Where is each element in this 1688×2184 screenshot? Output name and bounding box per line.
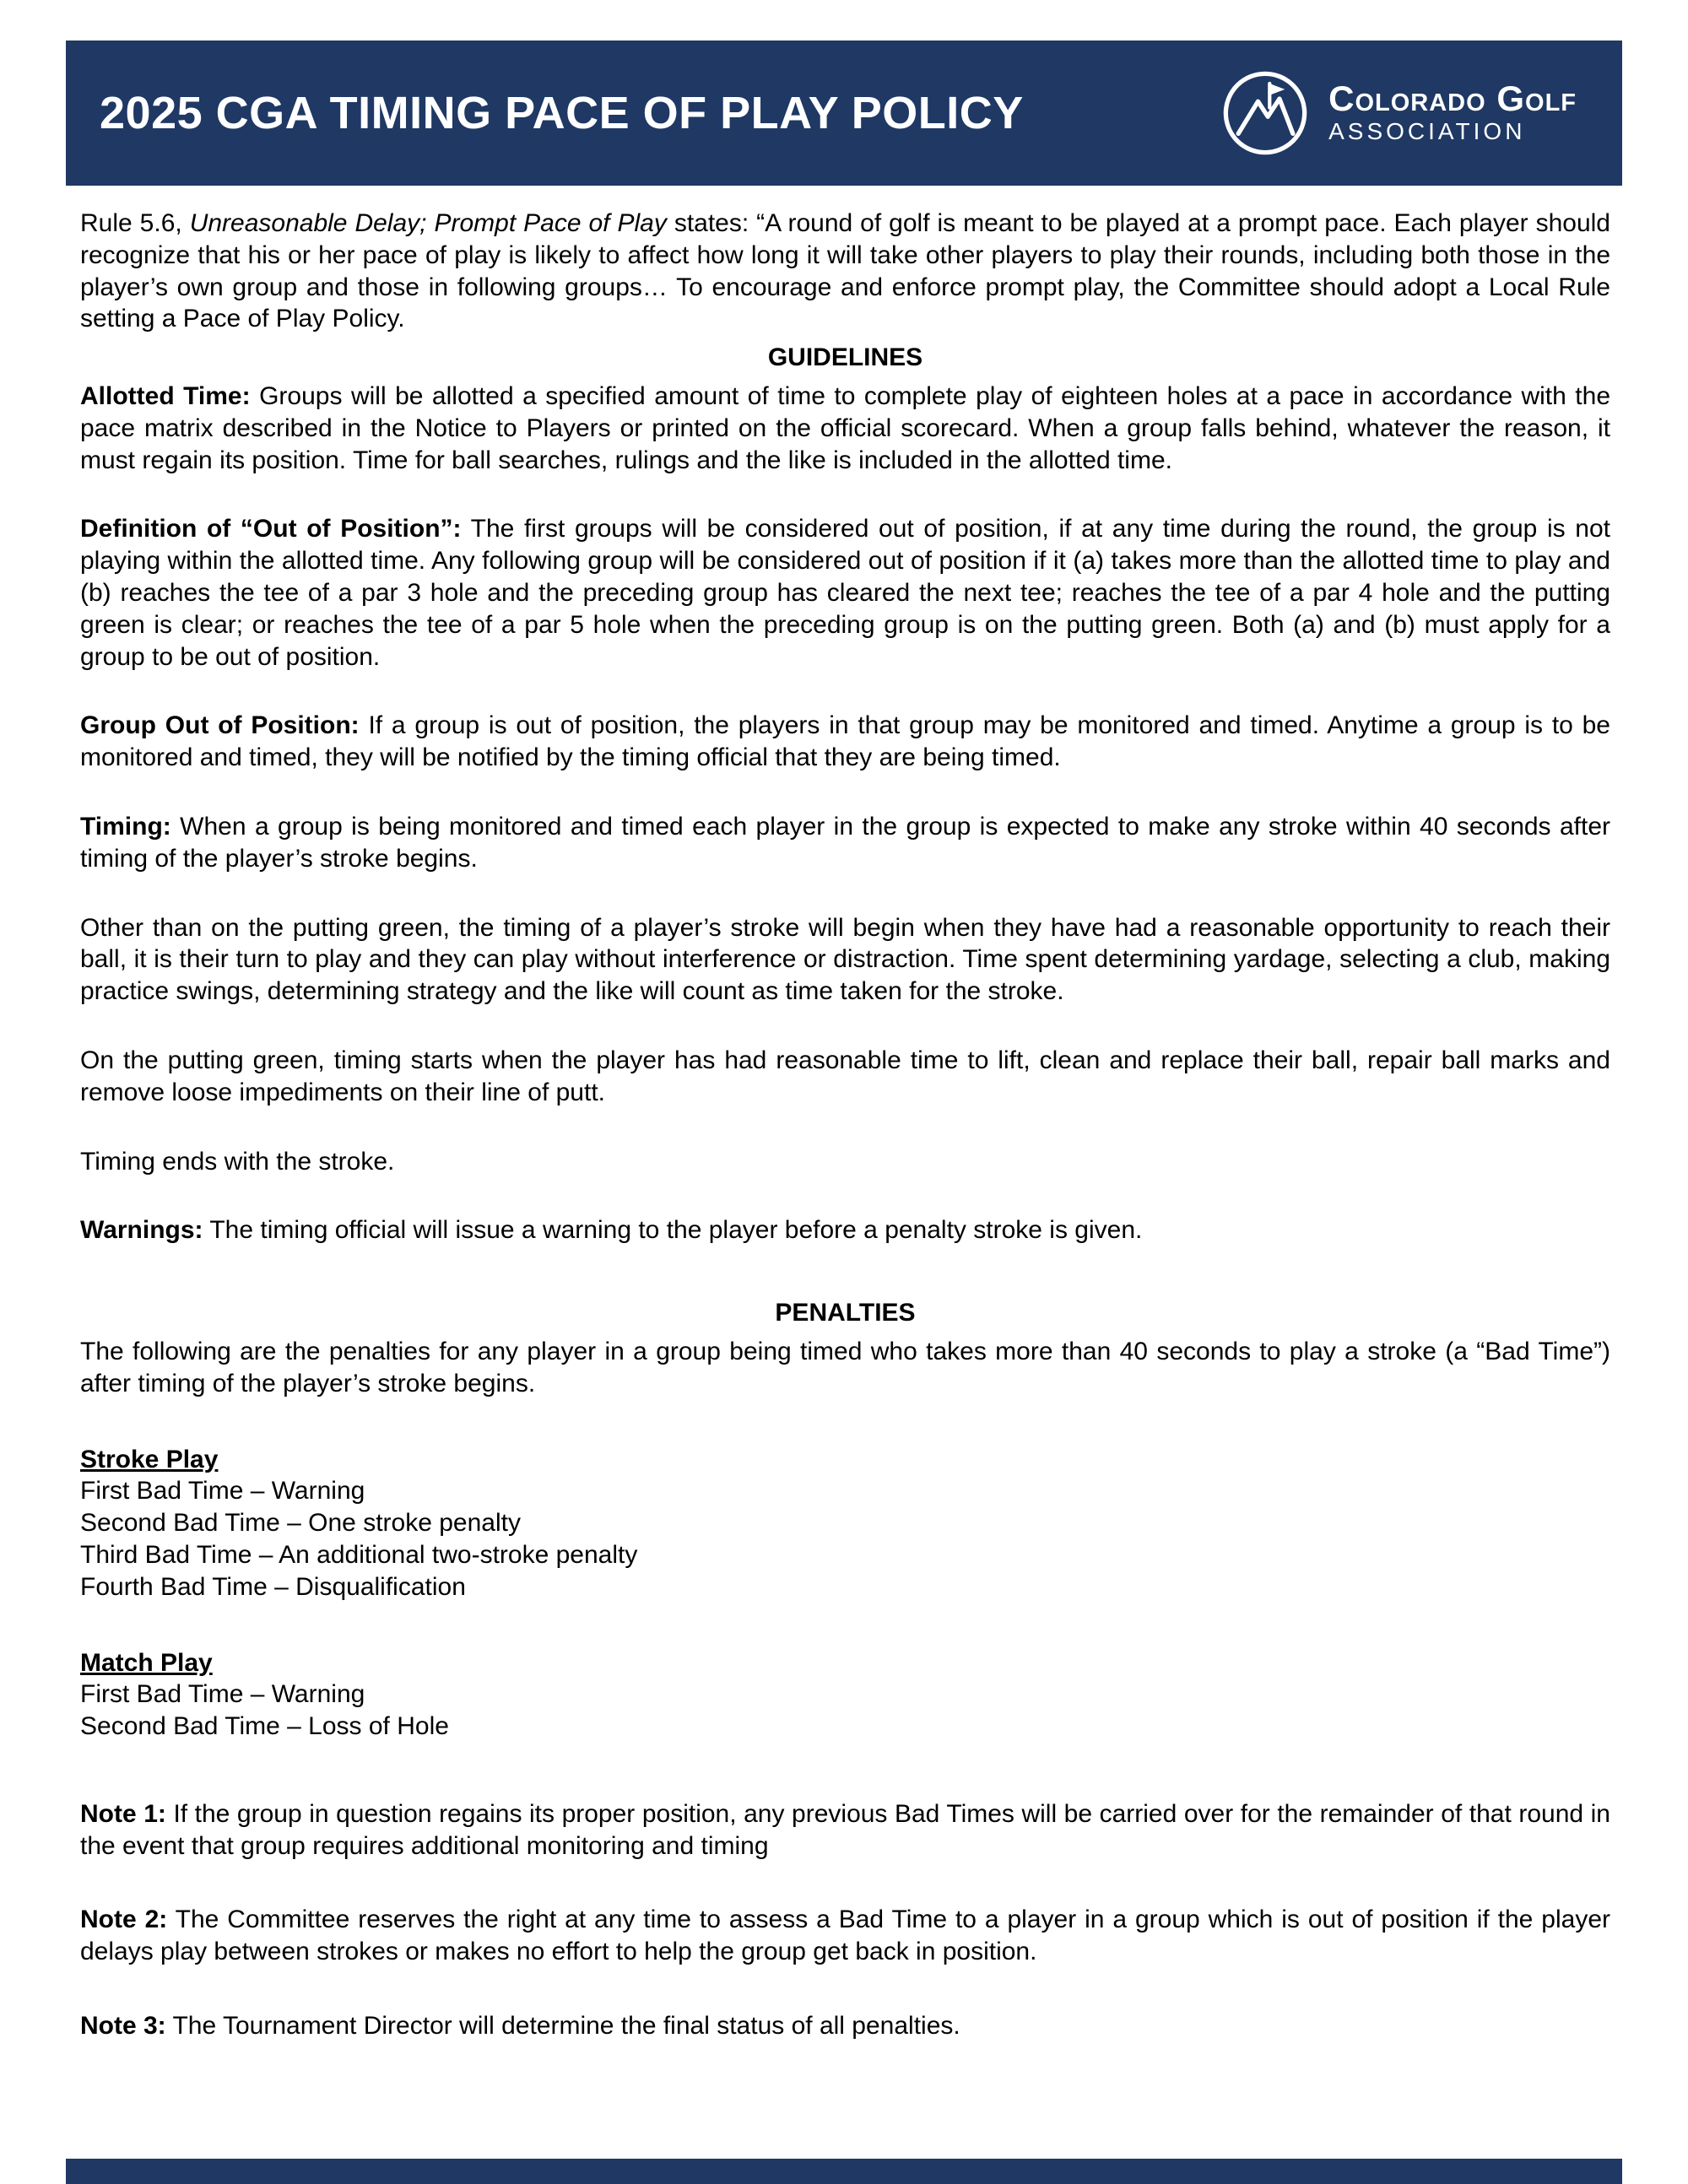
timing-other-paragraph: Other than on the putting green, the timing of a player’s stroke will begin when they have had a reasonable opportunity to reach their ball, it is their turn to play and they can play without interference or distraction. Time spent determining yardage, selecting a club, making practice swings, determining strategy and the like will count as time taken for the stroke.	[80, 913, 1610, 1006]
stroke-play-heading: Stroke Play	[80, 1445, 219, 1473]
note-1-paragraph	[80, 1798, 1610, 1862]
group-out-of-position-text: If a group is out of position, the players in that group may be monitored and timed. Anytime a group is to be monitored and timed, they will be notified by the timing official that they are being timed.	[80, 711, 1610, 772]
note-2-label: Note 2:	[80, 1906, 168, 1934]
group-out-of-position-label: Group Out of Position:	[80, 711, 360, 740]
cga-logo	[1220, 68, 1577, 158]
stroke-play-item-1: First Bad Time – Warning	[80, 1477, 365, 1506]
warnings-label: Warnings:	[80, 1216, 203, 1245]
note-1-label: Note 1:	[80, 1799, 166, 1828]
out-of-position-label: Definition of “Out of Position”:	[80, 515, 462, 543]
intro-lead: Rule 5.6,	[80, 209, 190, 237]
stroke-play-section	[80, 1444, 1610, 1603]
document-title: 2025 CGA TIMING PACE OF PLAY POLICY	[100, 88, 1024, 138]
group-out-of-position-paragraph	[80, 710, 1610, 774]
cga-logo-text	[1328, 80, 1577, 146]
note-2-paragraph	[80, 1904, 1610, 1968]
match-play-section	[80, 1647, 1610, 1743]
out-of-position-text: The first groups will be considered out of position, if at any time during the round, the group is not playing within the allotted time. Any following group will be considered out of position if it (a) takes more than the allotted time to play and (b) reaches the tee of a par 3 hole and the preceding group has cleared the next tee; reaches the tee of a par 4 hole and the putting green is clear; or reaches the tee of a par 5 hole when the preceding group is on the putting green. Both (a) and (b) must apply for a group to be out of position.	[80, 515, 1610, 671]
match-play-item-2: Second Bad Time – Loss of Hole	[80, 1712, 449, 1741]
footer-bar	[66, 2159, 1622, 2184]
stroke-play-item-2: Second Bad Time – One stroke penalty	[80, 1509, 521, 1538]
timing-paragraph	[80, 811, 1610, 875]
intro-rest: states: “A round of golf is meant to be played at a prompt pace. Each player should recognize that his or her pace of play is likely to affect how long it will take other players to play their rounds, including both those in the player’s own group and those in following groups… To encourage and enforce prompt play, the Committee should adopt a Local Rule setting a Pace of Play Policy.	[80, 209, 1610, 333]
stroke-play-item-4: Fourth Bad Time – Disqualification	[80, 1572, 466, 1601]
intro-paragraph	[80, 208, 1610, 335]
logo-org-subtitle: ASSOCIATION	[1328, 118, 1526, 145]
allotted-time-text: Groups will be allotted a specified amount of time to complete play of eighteen holes at a pace in accordance with the pace matrix described in the Notice to Players or printed on the official scorecard. When a group falls behind, whatever the reason, it must regain its position. Time for ball searches, rulings and the like is included in the allotted time.	[80, 381, 1610, 474]
allotted-time-label: Allotted Time:	[80, 381, 251, 410]
rule-title-italic: Unreasonable Delay; Prompt Pace of Play	[189, 209, 667, 237]
document-body	[80, 208, 1610, 2150]
timing-text: When a group is being monitored and timed each player in the group is expected to make any stroke within 40 seconds after timing of the player’s stroke begins.	[80, 812, 1610, 873]
note-3-paragraph	[80, 2010, 1610, 2042]
match-play-item-1: First Bad Time – Warning	[80, 1680, 365, 1709]
match-play-heading: Match Play	[80, 1648, 213, 1677]
warnings-text: The timing official will issue a warning to the player before a penalty stroke is given.	[203, 1216, 1143, 1245]
timing-green-paragraph: On the putting green, timing starts when the player has had reasonable time to lift, clean and replace their ball, repair ball marks and remove loose impediments on their line of putt.	[80, 1046, 1610, 1106]
cga-mountain-golf-icon	[1220, 68, 1310, 158]
penalties-intro-paragraph: The following are the penalties for any player in a group being timed who takes more than 40 seconds to play a stroke (a “Bad Time”) after timing of the player’s stroke begins.	[80, 1337, 1610, 1397]
timing-ends-paragraph: Timing ends with the stroke.	[80, 1147, 395, 1176]
guidelines-heading: GUIDELINES	[767, 343, 923, 372]
penalties-heading: PENALTIES	[775, 1299, 916, 1327]
header-banner	[66, 41, 1622, 186]
out-of-position-paragraph	[80, 513, 1610, 673]
note-2-text: The Committee reserves the right at any time to assess a Bad Time to a player in a group which is out of position if the player delays play between strokes or makes no effort to help the group get back in position.	[80, 1906, 1610, 1966]
note-3-label: Note 3:	[80, 2012, 166, 2041]
note-1-text: If the group in question regains its proper position, any previous Bad Times will be carried over for the remainder of that round in the event that group requires additional monitoring and timing	[80, 1799, 1610, 1860]
timing-label: Timing:	[80, 812, 171, 841]
allotted-time-paragraph	[80, 381, 1610, 476]
logo-org-name: Colorado Golf	[1328, 78, 1577, 119]
note-3-text: The Tournament Director will determine the final status of all penalties.	[165, 2012, 960, 2041]
warnings-paragraph	[80, 1214, 1610, 1246]
stroke-play-item-3: Third Bad Time – An additional two-stroke penalty	[80, 1540, 638, 1569]
